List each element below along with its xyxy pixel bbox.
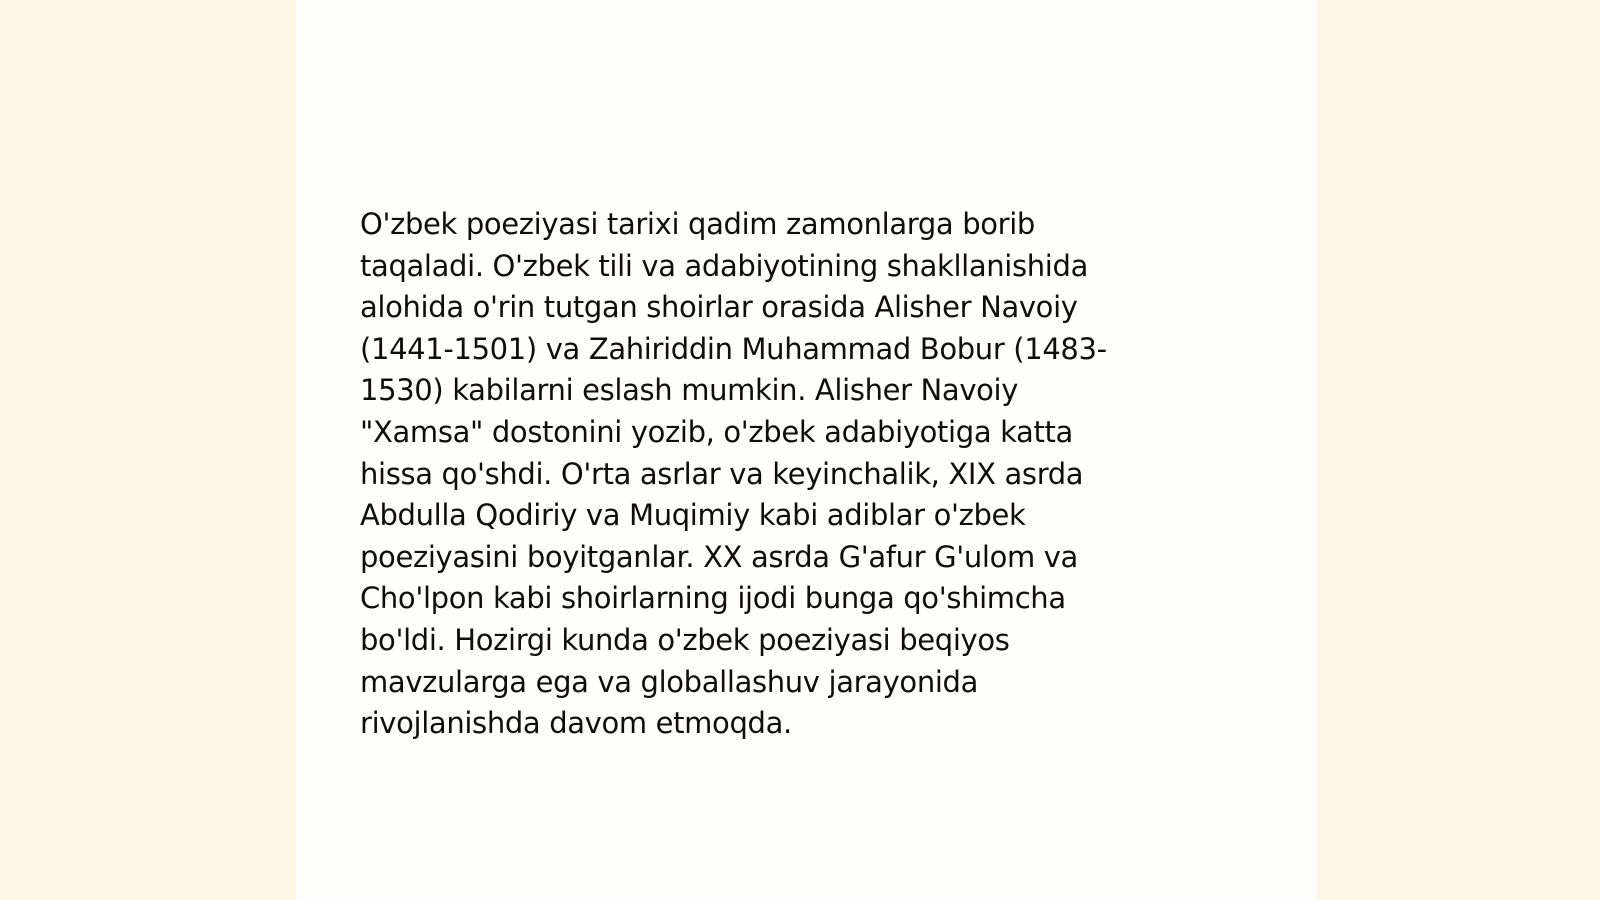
document-page — [296, 0, 1317, 900]
right-margin — [1317, 0, 1600, 900]
left-margin — [0, 0, 296, 900]
body-paragraph: O'zbek poeziyasi tarixi qadim zamonlarga borib taqaladi. O'zbek tili va adabiyotining shakllanishida alohida o'rin tutgan shoirlar orasida Alisher Navoiy (1441-1501) va Zahiriddin Muhammad Bobur (1483- 1530) kabilarni eslash mumkin. Alisher Navoiy "Xamsa" dostonini yozib, o'zbek adabiyotiga katta hissa qo'shdi. O'rta asrlar va keyinchalik, XIX asrda Abdulla Qodiriy va Muqimiy kabi adiblar o'zbek poeziyasini boyitganlar. XX asrda G'afur G'ulom va Cho'lpon kabi shoirlarning ijodi bunga qo'shimcha bo'ldi. Hozirgi kunda o'zbek poeziyasi beqiyos mavzularga ega va globallashuv jarayonida rivojlanishda davom etmoqda. — [360, 207, 1107, 741]
